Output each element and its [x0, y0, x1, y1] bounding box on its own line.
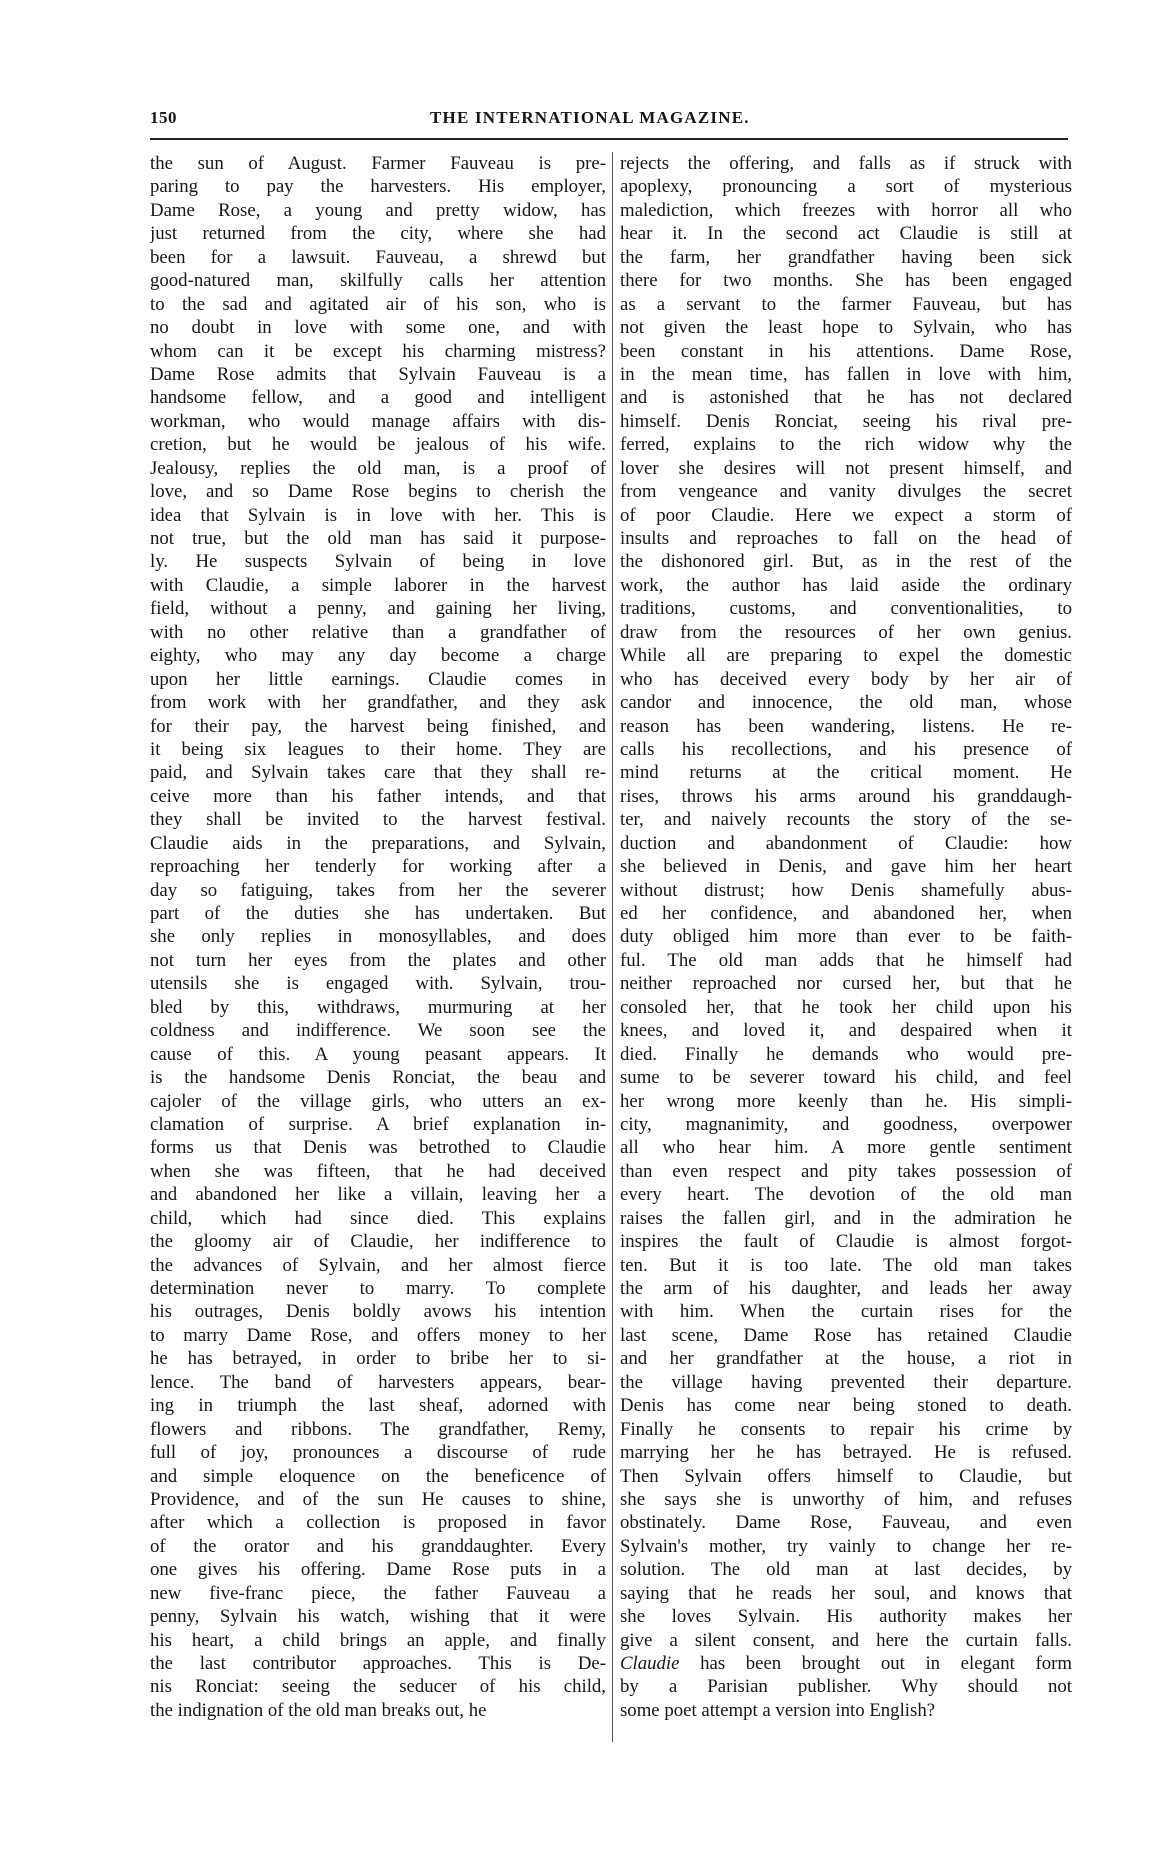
page-number: 150 — [150, 108, 177, 127]
text-line: by a Parisian publisher. Why should not — [620, 1676, 1072, 1698]
text-line: idea that Sylvain is in love with her. This is — [150, 504, 606, 526]
text-line: ly. He suspects Sylvain of being in love — [150, 551, 606, 573]
text-line: who has deceived every body by her air of — [620, 668, 1072, 690]
text-line: not turn her eyes from the plates and other — [150, 949, 606, 971]
text-line: she says she is unworthy of him, and refuses — [620, 1488, 1072, 1510]
text-line: apoplexy, pronouncing a sort of mysterious — [620, 176, 1072, 198]
text-line: reason has been wandering, listens. He re- — [620, 715, 1072, 737]
text-line: he has betrayed, in order to bribe her to si- — [150, 1348, 606, 1370]
italic-title: Claudie — [620, 1653, 680, 1674]
text-line: of the orator and his granddaughter. Every — [150, 1535, 606, 1557]
text-line: Claudie aids in the preparations, and Sylvain, — [150, 832, 606, 854]
text-line: good-natured man, skilfully calls her attention — [150, 270, 606, 292]
text-line: himself. Denis Ronciat, seeing his rival pre- — [620, 410, 1072, 432]
text-line: clamation of surprise. A brief explanation in- — [150, 1113, 606, 1135]
text-line: lover she desires will not present himself, and — [620, 457, 1072, 479]
text-line: his outrages, Denis boldly avows his intention — [150, 1301, 606, 1323]
text-line: neither reproached nor cursed her, but that he — [620, 973, 1072, 995]
text-line: give a silent consent, and here the curtain falls. — [620, 1629, 1072, 1651]
text-line: with Claudie, a simple laborer in the harvest — [150, 574, 606, 596]
text-line: not true, but the old man has said it purpose- — [150, 528, 606, 549]
text-line: coldness and indifference. We soon see the — [150, 1020, 606, 1042]
text-line: ed her confidence, and abandoned her, when — [620, 903, 1072, 924]
text-line: not given the least hope to Sylvain, who has — [620, 317, 1072, 339]
text-line: insults and reproaches to fall on the head of — [620, 528, 1072, 549]
text-line: there for two months. She has been engaged — [620, 270, 1072, 292]
text-line: from work with her grandfather, and they ask — [150, 692, 606, 714]
text-line: Sylvain's mother, try vainly to change her re- — [620, 1535, 1072, 1557]
text-line: the last contributor approaches. This is De- — [150, 1653, 606, 1674]
text-line: Denis has come near being stoned to death. — [620, 1395, 1072, 1417]
text-line: handsome fellow, and a good and intelligent — [150, 387, 606, 409]
text-line: ing in triumph the last sheaf, adorned with — [150, 1395, 606, 1417]
text-line: she believed in Denis, and gave him her heart — [620, 856, 1072, 878]
text-line: obstinately. Dame Rose, Fauveau, and even — [620, 1512, 1072, 1534]
text-line: Dame Rose admits that Sylvain Fauveau is a — [150, 363, 606, 385]
text-line: is the handsome Denis Ronciat, the beau and — [150, 1067, 606, 1089]
text-line: calls his recollections, and his presence of — [620, 738, 1072, 760]
text-line: penny, Sylvain his watch, wishing that it were — [150, 1606, 606, 1628]
right-column — [620, 152, 1072, 1742]
text-line: her wrong more keenly than he. His simpli- — [620, 1090, 1072, 1112]
text-line: when she was fifteen, that he had deceived — [150, 1160, 606, 1182]
text-line: Finally he consents to repair his crime by — [620, 1418, 1072, 1440]
text-line: the advances of Sylvain, and her almost fierce — [150, 1254, 606, 1276]
text-line: the gloomy air of Claudie, her indifference to — [150, 1231, 606, 1253]
text-line: for their pay, the harvest being finished, and — [150, 715, 606, 737]
text-line: as a servant to the farmer Fauveau, but has — [620, 293, 1072, 315]
text-line: been constant in his attentions. Dame Rose, — [620, 340, 1072, 362]
line-rest: has been brought out in elegant form — [679, 1653, 1072, 1674]
text-line: it being six leagues to their home. They are — [150, 738, 606, 760]
text-line: child, which had since died. This explains — [150, 1207, 606, 1229]
text-line: one gives his offering. Dame Rose puts in a — [150, 1559, 606, 1581]
text-line: the indignation of the old man breaks out, he — [150, 1699, 487, 1721]
text-line: malediction, which freezes with horror all who — [620, 199, 1072, 221]
text-line: duty obliged him more than ever to be faith- — [620, 926, 1072, 948]
header-rule — [150, 138, 1068, 140]
text-line: hear it. In the second act Claudie is still at — [620, 223, 1072, 245]
column-divider — [612, 152, 613, 1742]
text-line: than even respect and pity takes possession of — [620, 1160, 1072, 1182]
text-line: of poor Claudie. Here we expect a storm of — [620, 504, 1072, 526]
text-line: been for a lawsuit. Fauveau, a shrewd but — [150, 246, 606, 268]
text-line — [620, 1652, 1072, 1675]
text-line: workman, who would manage affairs with dis- — [150, 410, 606, 432]
text-line: flowers and ribbons. The grandfather, Remy, — [150, 1418, 606, 1440]
text-line: saying that he reads her soul, and knows that — [620, 1582, 1072, 1604]
text-line: just returned from the city, where she had — [150, 223, 606, 245]
text-line: all who hear him. A more gentle sentiment — [620, 1137, 1072, 1159]
text-line: raises the fallen girl, and in the admiration he — [620, 1207, 1072, 1229]
text-line: Dame Rose, a young and pretty widow, has — [150, 199, 606, 221]
text-line: ter, and naively recounts the story of the se- — [620, 809, 1072, 831]
text-line: traditions, customs, and conventionalities, to — [620, 598, 1072, 620]
text-line: Then Sylvain offers himself to Claudie, but — [620, 1465, 1072, 1487]
text-line: last scene, Dame Rose has retained Claudie — [620, 1324, 1072, 1346]
text-line: rejects the offering, and falls as if struck with — [620, 153, 1072, 174]
text-line: cause of this. A young peasant appears. It — [150, 1043, 606, 1065]
text-line: city, magnanimity, and goodness, overpower — [620, 1113, 1072, 1135]
text-line: draw from the resources of her own genius. — [620, 621, 1072, 643]
text-line: ful. The old man adds that he himself had — [620, 949, 1072, 971]
text-line: love, and so Dame Rose begins to cherish the — [150, 481, 606, 503]
text-line: they shall be invited to the harvest festival. — [150, 809, 606, 831]
text-line: inspires the fault of Claudie is almost forgot- — [620, 1231, 1072, 1253]
text-line: knees, and loved it, and despaired when it — [620, 1020, 1072, 1042]
text-line: cajoler of the village girls, who utters an ex- — [150, 1090, 606, 1112]
text-line: without distrust; how Denis shamefully abus- — [620, 879, 1072, 901]
text-line: whom can it be except his charming mistress? — [150, 340, 606, 362]
text-line: duction and abandonment of Claudie: how — [620, 832, 1072, 854]
text-line: the farm, her grandfather having been sick — [620, 246, 1072, 268]
text-line: ferred, explains to the rich widow why the — [620, 434, 1072, 456]
text-line: forms us that Denis was betrothed to Claudie — [150, 1137, 606, 1159]
text-line: Providence, and of the sun He causes to shine, — [150, 1488, 606, 1510]
text-line: day so fatiguing, takes from her the severer — [150, 879, 606, 901]
running-title: THE INTERNATIONAL MAGAZINE. — [430, 108, 750, 127]
text-line: she only replies in monosyllables, and does — [150, 926, 606, 948]
text-line: ceive more than his father intends, and that — [150, 785, 606, 807]
text-line: candor and innocence, the old man, whose — [620, 692, 1072, 714]
text-line: Jealousy, replies the old man, is a proof of — [150, 457, 606, 479]
text-line: consoled her, that he took her child upon his — [620, 996, 1072, 1018]
text-line: utensils she is engaged with. Sylvain, trou- — [150, 973, 606, 995]
text-line: his heart, a child brings an apple, and finally — [150, 1629, 606, 1651]
text-line: nis Ronciat: seeing the seducer of his child, — [150, 1676, 606, 1698]
text-line: paid, and Sylvain takes care that they shall re- — [150, 762, 606, 784]
page-header — [150, 104, 1068, 140]
text-line: lence. The band of harvesters appears, bear- — [150, 1371, 606, 1393]
text-line: every heart. The devotion of the old man — [620, 1184, 1072, 1206]
text-line: from vengeance and vanity divulges the secret — [620, 481, 1072, 503]
text-line: mind returns at the critical moment. He — [620, 762, 1072, 784]
text-line: ten. But it is too late. The old man takes — [620, 1254, 1072, 1276]
text-line: work, the author has laid aside the ordinary — [620, 574, 1072, 596]
text-line: in the mean time, has fallen in love with him, — [620, 363, 1072, 385]
text-line: paring to pay the harvesters. His employer, — [150, 176, 606, 198]
text-line: the village having prevented their departure. — [620, 1371, 1072, 1393]
text-line: and is astonished that he has not declared — [620, 387, 1072, 409]
text-line: after which a collection is proposed in favor — [150, 1512, 606, 1534]
text-line: the sun of August. Farmer Fauveau is pre- — [150, 153, 606, 174]
text-line: to marry Dame Rose, and offers money to her — [150, 1324, 606, 1346]
text-line: sume to be severer toward his child, and feel — [620, 1067, 1072, 1089]
text-line: died. Finally he demands who would pre- — [620, 1043, 1072, 1065]
text-line: some poet attempt a version into English? — [620, 1699, 936, 1721]
text-line: bled by this, withdraws, murmuring at her — [150, 996, 606, 1018]
text-line: rises, throws his arms around his granddaugh- — [620, 785, 1072, 807]
text-line: the dishonored girl. But, as in the rest of the — [620, 551, 1072, 573]
text-line: full of joy, pronounces a discourse of rude — [150, 1442, 606, 1464]
text-line: cretion, but he would be jealous of his wife. — [150, 434, 606, 456]
text-line: While all are preparing to expel the domestic — [620, 645, 1072, 667]
text-line: field, without a penny, and gaining her living, — [150, 598, 606, 620]
text-line: with him. When the curtain rises for the — [620, 1301, 1072, 1323]
text-line: reproaching her tenderly for working after a — [150, 856, 606, 878]
text-line: eighty, who may any day become a charge — [150, 645, 606, 667]
text-line: and her grandfather at the house, a riot in — [620, 1348, 1072, 1370]
left-column — [150, 152, 606, 1742]
text-line: upon her little earnings. Claudie comes in — [150, 668, 606, 690]
text-line: no doubt in love with some one, and with — [150, 317, 606, 339]
text-line: marrying her he has betrayed. He is refused. — [620, 1442, 1072, 1464]
text-line: determination never to marry. To complete — [150, 1278, 606, 1299]
text-line: she loves Sylvain. His authority makes her — [620, 1606, 1072, 1628]
text-line: with no other relative than a grandfather of — [150, 621, 606, 643]
text-line: new five-franc piece, the father Fauveau a — [150, 1582, 606, 1604]
text-line: to the sad and agitated air of his son, who is — [150, 293, 606, 315]
text-line: and simple eloquence on the beneficence of — [150, 1465, 606, 1487]
text-line: the arm of his daughter, and leads her away — [620, 1278, 1072, 1299]
text-line: and abandoned her like a villain, leaving her a — [150, 1184, 606, 1206]
text-line: part of the duties she has undertaken. But — [150, 903, 606, 924]
text-line: solution. The old man at last decides, by — [620, 1559, 1072, 1581]
